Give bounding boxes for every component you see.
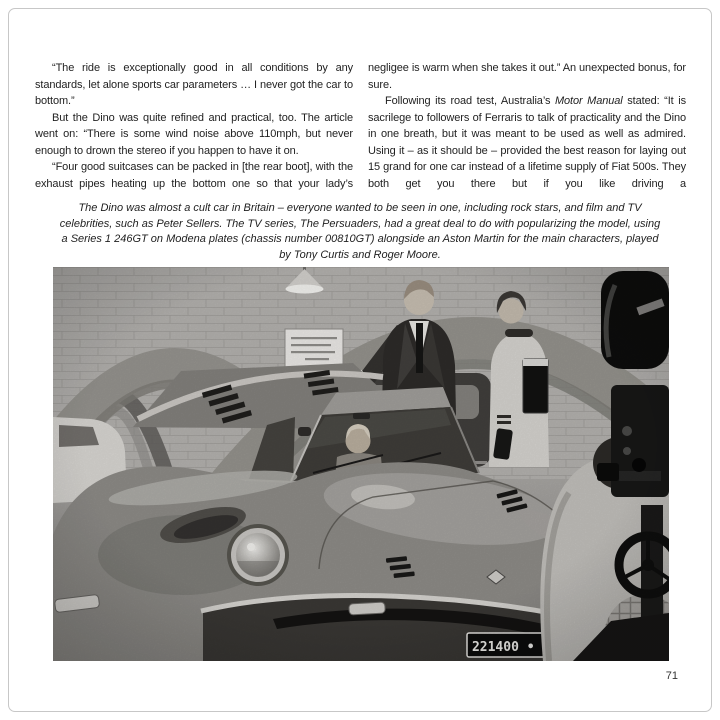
paragraph-text: stated: “It is sacrilege to followers of Ferraris to talk of practicality and the Dino in one breath, but it was meant to be used as well as admired. Using it – as it should be – provided the best reason for laying out 15 grand for one car instead of a lifetime supply of Fiat 500s. They both get you there but if you like driving a xyxy=(368,95,686,190)
text-column-left xyxy=(35,60,353,192)
paragraph: negligee is warm when she takes it out.” An unexpected bonus, for sure. xyxy=(368,62,686,91)
publication-name: Motor Manual xyxy=(554,95,623,107)
paragraph: “Four good suitcases can be packed in [the rear boot], with the exhaust pipes heating up the bottom one so that your lady’s xyxy=(35,161,353,190)
paragraph: But the Dino was quite refined and practical, too. The article went on: “There is some wind noise above 110mph, but never enough to drown the stereo if you happen to have it on. xyxy=(35,111,353,157)
paragraph-text: Following its road test, Australia’s xyxy=(385,95,555,107)
text-column-right xyxy=(368,60,686,192)
photo-illustration xyxy=(53,267,669,661)
page-number: 71 xyxy=(665,670,678,682)
film-grain-overlay xyxy=(53,267,669,661)
paragraph xyxy=(368,93,686,192)
paragraph: “The ride is exceptionally good in all conditions by any standards, let alone sports car parameters … I never got the car to bottom.” xyxy=(35,62,353,107)
photo-caption: The Dino was almost a cult car in Britain – everyone wanted to be seen in one, including rock stars, and film and TV celebrities, such as Peter Sellers. The TV series, The Persuaders, had a great deal to do with popularizing the model, using a Series 1 246GT on Modena plates (chassis number 00810GT) alongside an Aston Martin for the main characters, played by Tony Curtis and Roger Moore. xyxy=(59,202,661,261)
photo-dino-film-set xyxy=(53,267,669,661)
